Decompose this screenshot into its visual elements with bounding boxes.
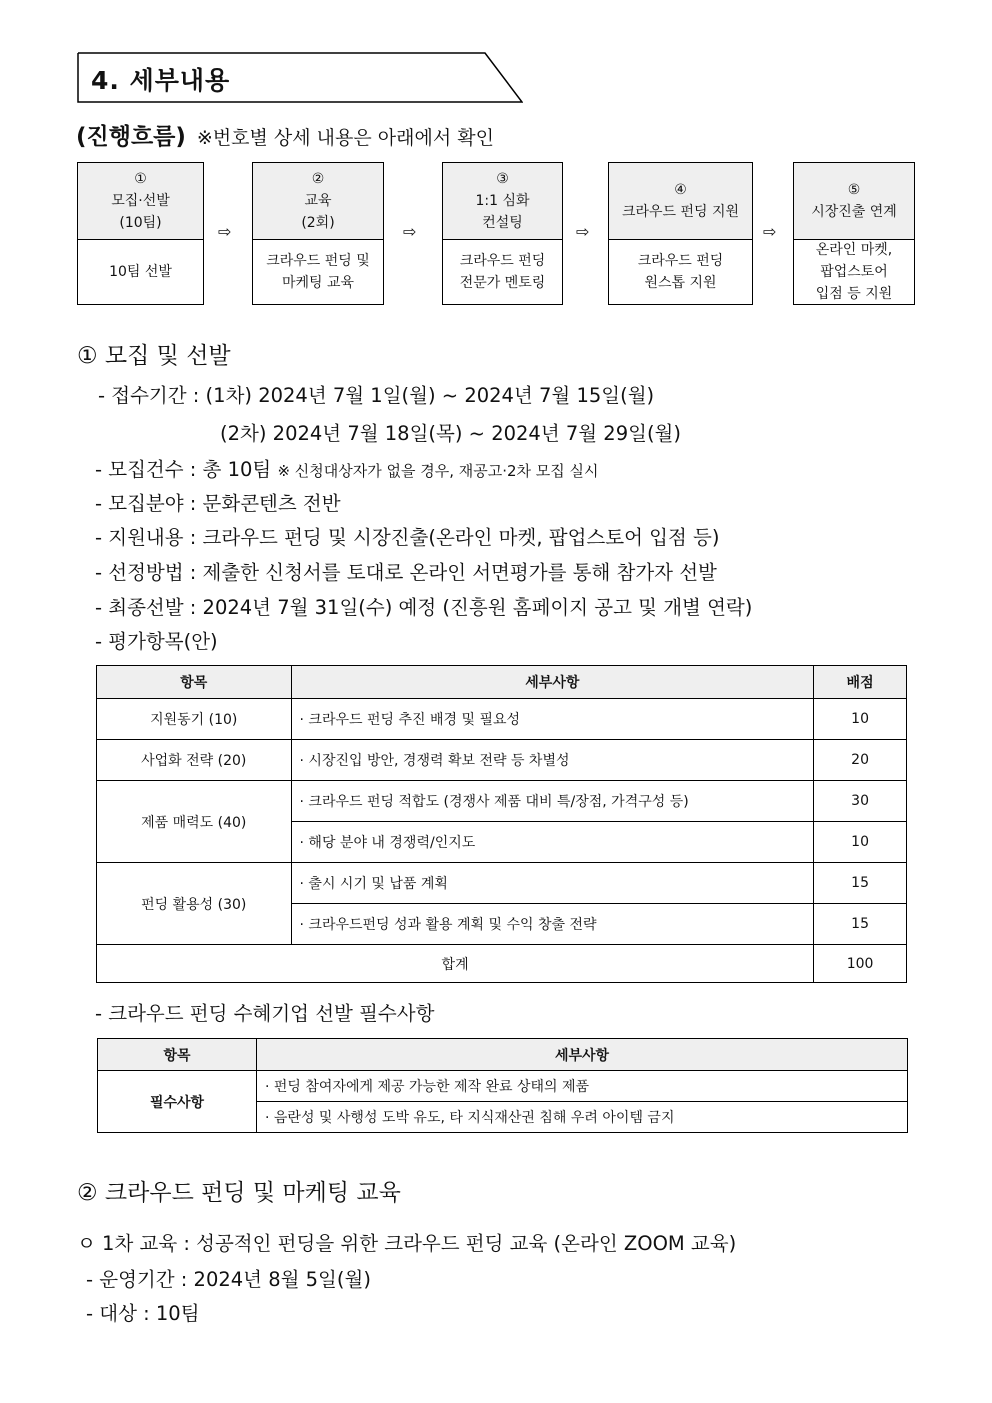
eval-detail: · 출시 시기 및 납품 계획 xyxy=(291,863,814,904)
eval-total-label: 합계 xyxy=(97,945,814,983)
section-title: 4. 세부내용 xyxy=(91,66,231,95)
edu-target: - 대상 : 10팀 xyxy=(86,1302,200,1325)
flow-step-5 xyxy=(793,162,915,305)
eval-detail: · 크라우드 펀딩 추진 배경 및 필요성 xyxy=(291,699,814,740)
flow-step-desc xyxy=(443,240,562,304)
recruit-support: - 지원내용 : 크라우드 펀딩 및 시장진출(온라인 마켓, 팝업스토어 입점 등) xyxy=(95,526,720,549)
flow-arrow: ⇨ xyxy=(576,222,590,241)
flow-step-title: (10팀) xyxy=(119,215,162,231)
flow-arrow: ⇨ xyxy=(763,222,777,241)
flow-step-desc xyxy=(609,240,752,304)
flow-step-number: ② xyxy=(311,171,325,187)
eval-score: 10 xyxy=(814,822,907,863)
flow-step-header xyxy=(78,163,203,240)
eval-item: 펀딩 활용성 (30) xyxy=(97,863,292,945)
flow-heading xyxy=(76,118,494,151)
recruit-period-1: - 접수기간 : (1차) 2024년 7월 1일(월) ~ 2024년 7월 15일(월) xyxy=(98,384,655,407)
flow-step-header xyxy=(443,163,562,240)
table-header-row xyxy=(97,666,907,699)
table-row xyxy=(97,863,907,904)
flow-step-desc-line: 원스톱 지원 xyxy=(644,275,717,291)
req-table xyxy=(97,1038,908,1133)
flow-step-title: 모집·선발 xyxy=(111,193,170,209)
flow-step-desc-line: 크라우드 펀딩 xyxy=(637,253,724,269)
recruit-final: - 최종선발 : 2024년 7월 31일(수) 예정 (진흥원 홈페이지 공고 및 개별 연락) xyxy=(95,596,753,619)
flow-step-desc-line: 크라우드 펀딩 xyxy=(459,253,546,269)
flow-step-3 xyxy=(442,162,563,305)
eval-score: 30 xyxy=(814,781,907,822)
flow-step-title: 교육 xyxy=(304,193,332,209)
flow-step-desc-line: 마케팅 교육 xyxy=(281,275,355,291)
flow-step-desc xyxy=(794,240,914,304)
eval-item: 제품 매력도 (40) xyxy=(97,781,292,863)
flow-step-desc-line: 크라우드 펀딩 및 xyxy=(266,253,370,269)
table-header-row xyxy=(98,1039,908,1071)
flow-step-title: (2회) xyxy=(301,215,335,231)
flow-step-title: 컨설팅 xyxy=(482,215,523,231)
recruit-heading: ① 모집 및 선발 xyxy=(77,343,231,369)
flow-step-number: ④ xyxy=(674,182,687,198)
req-item: 필수사항 xyxy=(98,1071,257,1133)
edu-heading: ② 크라우드 펀딩 및 마케팅 교육 xyxy=(77,1180,401,1206)
table-header-cell: 세부사항 xyxy=(291,666,814,699)
eval-score: 15 xyxy=(814,863,907,904)
eval-detail: · 크라우드펀딩 성과 활용 계획 및 수익 창출 전략 xyxy=(291,904,814,945)
recruit-period-2: (2차) 2024년 7월 18일(목) ~ 2024년 7월 29일(월) xyxy=(220,422,682,445)
flow-step-desc-line: 입점 등 지원 xyxy=(815,286,893,302)
flow-step-title: 시장진출 연계 xyxy=(811,204,897,220)
table-header-cell: 세부사항 xyxy=(257,1039,908,1071)
eval-score: 10 xyxy=(814,699,907,740)
flow-step-number: ① xyxy=(134,171,147,187)
flow-step-desc xyxy=(78,240,203,304)
flow-step-desc-line: 온라인 마켓, xyxy=(815,242,893,258)
eval-item: 사업화 전략 (20) xyxy=(97,740,292,781)
recruit-count-note: ※ 신청대상자가 없을 경우, 재공고·2차 모집 실시 xyxy=(277,462,599,480)
eval-table xyxy=(96,665,907,983)
req-detail: · 음란성 및 사행성 도박 유도, 타 지식재산권 침해 우려 아이템 금지 xyxy=(257,1102,908,1133)
eval-detail: · 시장진입 방안, 경쟁력 확보 전략 등 차별성 xyxy=(291,740,814,781)
table-row xyxy=(97,781,907,822)
flow-step-title: 크라우드 펀딩 지원 xyxy=(621,204,740,220)
flow-step-header xyxy=(253,163,383,240)
req-label: - 크라우드 펀딩 수혜기업 선발 필수사항 xyxy=(95,1002,435,1025)
eval-detail: · 해당 분야 내 경쟁력/인지도 xyxy=(291,822,814,863)
eval-detail: · 크라우드 펀딩 적합도 (경쟁사 제품 대비 특/장점, 가격구성 등) xyxy=(291,781,814,822)
flow-step-1 xyxy=(77,162,204,305)
recruit-count-line xyxy=(95,454,599,482)
table-total-row xyxy=(97,945,907,983)
recruit-method: - 선정방법 : 제출한 신청서를 토대로 온라인 서면평가를 통해 참가자 선발 xyxy=(95,561,717,584)
table-header-cell: 배점 xyxy=(814,666,907,699)
flow-step-title: 1:1 심화 xyxy=(475,193,530,209)
edu-period: - 운영기간 : 2024년 8월 5일(월) xyxy=(86,1268,371,1291)
section-header xyxy=(77,52,523,103)
flow-step-2 xyxy=(252,162,384,305)
flow-step-number: ③ xyxy=(496,171,509,187)
edu-first: ㅇ 1차 교육 : 성공적인 펀딩을 위한 크라우드 펀딩 교육 (온라인 ZOOM 교육) xyxy=(77,1232,737,1255)
flow-step-desc-line: 전문가 멘토링 xyxy=(459,275,546,291)
recruit-field: - 모집분야 : 문화콘텐츠 전반 xyxy=(95,492,341,515)
flow-note: ※번호별 상세 내용은 아래에서 확인 xyxy=(196,127,494,149)
table-header-cell: 항목 xyxy=(98,1039,257,1071)
table-row xyxy=(97,699,907,740)
req-detail: · 펀딩 참여자에게 제공 가능한 제작 완료 상태의 제품 xyxy=(257,1071,908,1102)
flow-step-header xyxy=(794,163,914,240)
flow-step-header xyxy=(609,163,752,240)
eval-label: - 평가항목(안) xyxy=(95,630,218,653)
flow-step-desc-line: 10팀 선발 xyxy=(109,264,172,280)
flow-step-4 xyxy=(608,162,753,305)
recruit-count: - 모집건수 : 총 10팀 xyxy=(95,458,272,481)
eval-score: 15 xyxy=(814,904,907,945)
eval-score: 20 xyxy=(814,740,907,781)
flow-step-desc xyxy=(253,240,383,304)
table-row xyxy=(98,1071,908,1102)
flow-heading-label: (진행흐름) xyxy=(76,124,186,150)
table-header-cell: 항목 xyxy=(97,666,292,699)
table-row xyxy=(97,740,907,781)
flow-arrow: ⇨ xyxy=(403,222,417,241)
flow-arrow: ⇨ xyxy=(218,222,232,241)
eval-item: 지원동기 (10) xyxy=(97,699,292,740)
flow-step-desc-line: 팝업스토어 xyxy=(820,264,888,280)
flow-step-number: ⑤ xyxy=(847,182,861,198)
eval-total-score: 100 xyxy=(814,945,907,983)
